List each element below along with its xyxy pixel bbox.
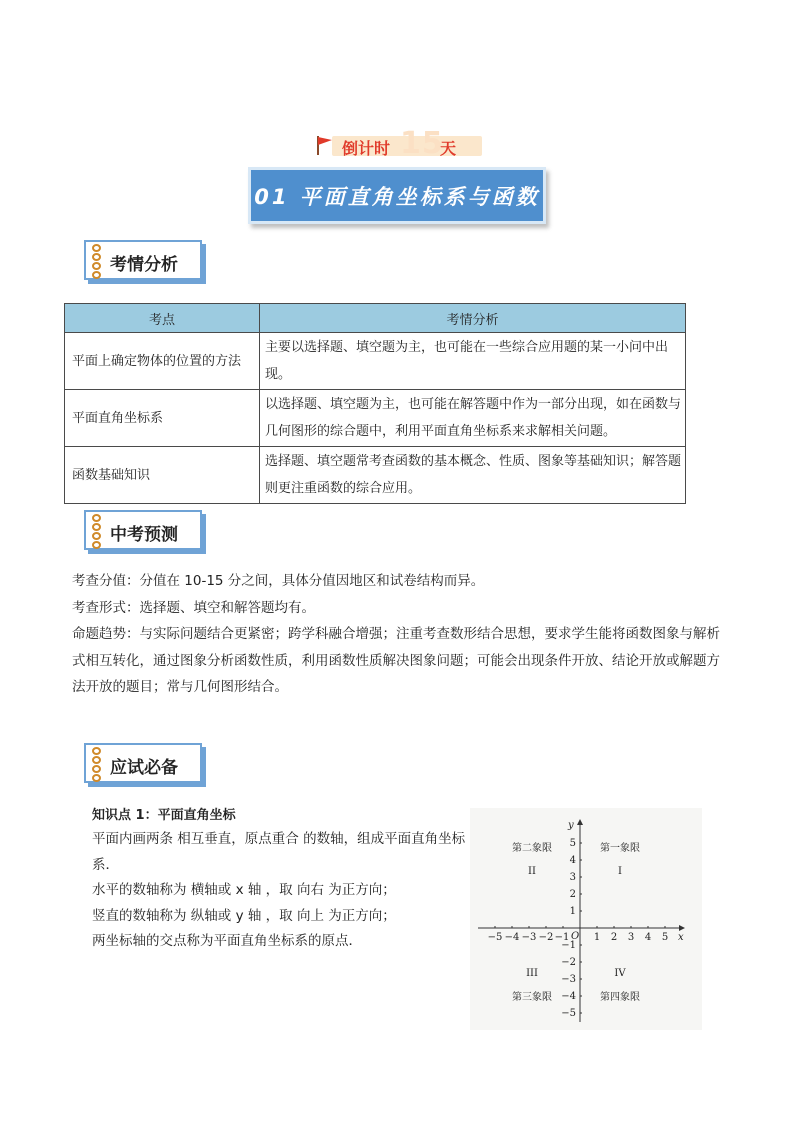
table-row <box>65 447 686 504</box>
column-header: 考点 <box>65 304 260 333</box>
x-tick-label: 2 <box>610 932 618 943</box>
x-tick-label: 3 <box>627 932 635 943</box>
analysis-cell: 主要以选择题、填空题为主，也可能在一些综合应用题的某一小问中出现。 <box>260 333 686 390</box>
forecast-text <box>72 568 722 701</box>
y-tick-label: −3 <box>561 974 576 985</box>
origin-label: O <box>571 931 580 942</box>
knowledge-line: 水平的数轴称为 横轴或 x 轴 ，取 向右 为正方向； <box>92 882 396 898</box>
analysis-cell: 选择题、填空题常考查函数的基本概念、性质、图象等基础知识；解答题则更注重函数的综合应用。 <box>260 447 686 504</box>
forecast-score: 考查分值：分值在 10-15 分之间，具体分值因地区和试卷结构而异。 <box>72 573 485 589</box>
binder-rings-icon <box>92 244 102 280</box>
quadrant-4-numeral: IV <box>614 968 626 979</box>
quadrant-2-numeral: II <box>528 866 536 877</box>
x-tick-label: −2 <box>538 932 554 943</box>
y-tick-label: −2 <box>561 957 576 968</box>
x-tick-label: 4 <box>644 932 652 943</box>
binder-rings-icon <box>92 514 102 550</box>
y-tick-label: 1 <box>569 906 576 917</box>
forecast-format: 考查形式：选择题、填空和解答题均有。 <box>72 599 315 616</box>
knowledge-point <box>92 805 472 955</box>
countdown-number: 15 <box>400 126 444 161</box>
section-header-forecast <box>84 510 202 550</box>
countdown-prefix: 倒计时 <box>342 139 391 158</box>
section-title: 考情分析 <box>110 255 178 275</box>
table-header-row <box>65 304 686 333</box>
topic-cell: 函数基础知识 <box>65 447 260 504</box>
analysis-cell: 以选择题、填空题为主，也可能在解答题中作为一部分出现，如在函数与几何图形的综合题中，利用平面直角坐标系来求解相关问题。 <box>260 390 686 447</box>
knowledge-title: 知识点 1：平面直角坐标 <box>92 808 236 823</box>
table-row <box>65 390 686 447</box>
y-tick-label: −1 <box>561 940 576 951</box>
coordinate-plane-figure <box>470 808 702 1030</box>
section-header-essentials <box>84 743 202 783</box>
knowledge-line: 平面内画两条 相互垂直，原点重合 的数轴，组成平面直角坐标系． <box>92 831 466 873</box>
flag-icon <box>314 134 334 156</box>
figure-background <box>470 808 702 1030</box>
knowledge-line: 两坐标轴的交点称为平面直角坐标系的原点． <box>92 933 362 949</box>
quadrant-1-name: 第一象限 <box>600 843 640 854</box>
countdown-suffix: 天 <box>440 139 457 158</box>
quadrant-1-numeral: I <box>618 866 622 877</box>
section-header-analysis <box>84 240 202 280</box>
x-tick-label: 1 <box>593 932 601 943</box>
y-tick-label: −5 <box>561 1008 576 1019</box>
x-tick-label: 5 <box>661 932 669 943</box>
topic-cell: 平面直角坐标系 <box>65 390 260 447</box>
table-row <box>65 333 686 390</box>
chapter-title: 01 平面直角坐标系与函数 <box>254 184 540 209</box>
quadrant-3-name: 第三象限 <box>512 992 552 1003</box>
y-axis-label: y <box>568 820 574 831</box>
x-axis-label: x <box>678 932 684 943</box>
knowledge-line: 竖直的数轴称为 纵轴或 y 轴 ，取 向上 为正方向； <box>92 907 396 924</box>
forecast-trend: 命题趋势：与实际问题结合更紧密；跨学科融合增强；注重考查数形结合思想，要求学生能将函数图象与解析式相互转化，通过图象分析函数性质，利用函数性质解决图象问题；可能会出现条件开放、结论开放或解题方法开放的题目；常与几何图形结合。 <box>72 626 720 695</box>
quadrant-4-name: 第四象限 <box>600 992 640 1003</box>
quadrant-2-name: 第二象限 <box>512 843 552 854</box>
topic-cell: 平面上确定物体的位置的方法 <box>65 333 260 390</box>
y-tick-label: −4 <box>561 991 576 1002</box>
x-tick-label: −3 <box>521 932 537 943</box>
section-title: 中考预测 <box>110 525 178 545</box>
x-tick-label: −4 <box>504 932 520 943</box>
binder-rings-icon <box>92 747 102 783</box>
chapter-title-banner <box>248 167 546 224</box>
section-title: 应试必备 <box>110 758 178 778</box>
column-header: 考情分析 <box>260 304 686 333</box>
y-tick-label: 4 <box>569 855 576 866</box>
y-tick-label: 5 <box>569 838 576 849</box>
countdown-badge <box>312 126 480 160</box>
x-tick-label: −1 <box>554 932 570 943</box>
y-tick-label: 3 <box>569 872 576 883</box>
analysis-table <box>64 303 686 504</box>
x-tick-label: −5 <box>487 932 503 943</box>
quadrant-3-numeral: III <box>526 968 538 979</box>
y-tick-label: 2 <box>569 889 576 900</box>
